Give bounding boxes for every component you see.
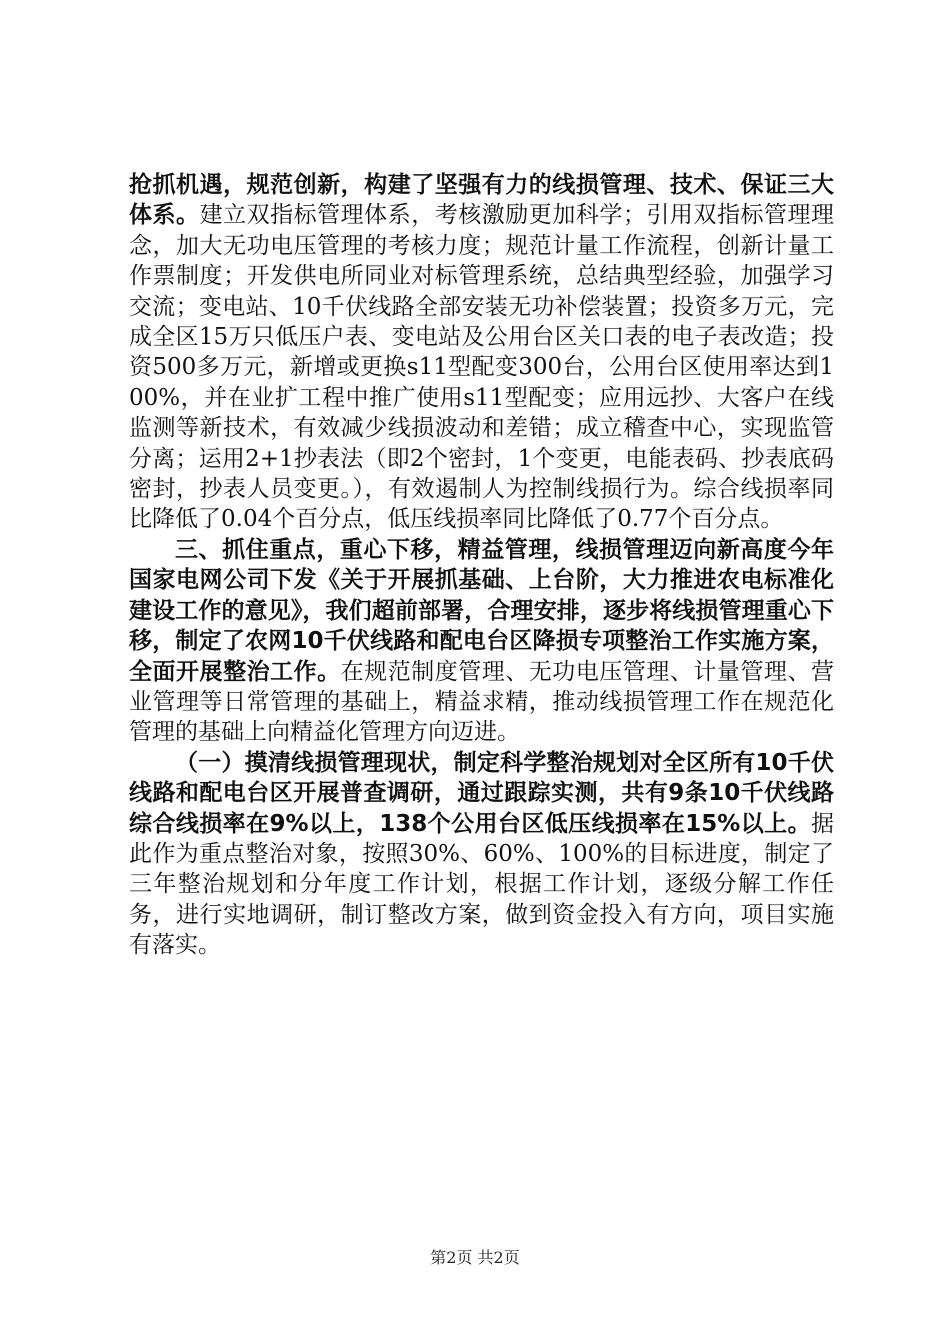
paragraph-2 (129, 535, 834, 748)
paragraph-1-heading: 抢抓机遇，规范创新，构建了坚强有力的线损管理、技术、保证三大体系。 (129, 172, 834, 229)
paragraph-1-body: 建立双指标管理体系，考核激励更加科学；引用双指标管理理念，加大无功电压管理的考核力度；规范计量工作流程，创新计量工作票制度；开发供电所同业对标管理系统，总结典型经验，加强学习交流；变电站、10千伏线路全部安装无功补偿装置；投资多万元，完成全区15万只低压户表、变电站及公用台区关口表的电子表改造；投资500多万元，新增或更换s11型配变300台，公用台区使用率达到100%，并在业扩工程中推广使用s11型配变；应用远抄、大客户在线监测等新技术，有效减少线损波动和差错；成立稽查中心，实现监管分离；运用2+1抄表法（即2个密封，1个变更，电能表码、抄表底码密封，抄表人员变更。），有效遏制人为控制线损行为。综合线损率同比降低了0.04个百分点，低压线损率同比降低了0.77个百分点。 (129, 202, 835, 533)
paragraph-3 (129, 748, 834, 961)
paragraph-3-heading: （一）摸清线损管理现状，制定科学整治规划对全区所有10千伏线路和配电台区开展普查调研，通过跟踪实测，共有9条10千伏线路综合线损率在9%以上，138个公用台区低压线损率在15%以上。 (129, 749, 834, 837)
paragraph-1 (129, 170, 834, 535)
page-footer: 第2页 共2页 (430, 1248, 520, 1267)
paragraph-2-heading: 三、抓住重点，重心下移，精益管理，线损管理迈向新高度今年国家电网公司下发《关于开展抓基础、上台阶，大力推进农电标准化建设工作的意见》，我们超前部署，合理安排，逐步将线损管理重心下移，制定了农网10千伏线路和配电台区降损专项整治工作实施方案，全面开展整治工作。 (129, 536, 834, 685)
document-body (129, 170, 834, 961)
paragraph-3-body: 据此作为重点整治对象，按照30%、60%、100%的目标进度，制定了三年整治规划和分年度工作计划，根据工作计划，逐级分解工作任务，进行实地调研，制订整改方案，做到资金投入有方向，项目实施有落实。 (129, 810, 834, 959)
paragraph-2-body: 在规范制度管理、无功电压管理、计量管理、营业管理等日常管理的基础上，精益求精，推动线损管理工作在规范化管理的基础上向精益化管理方向迈进。 (129, 658, 835, 746)
